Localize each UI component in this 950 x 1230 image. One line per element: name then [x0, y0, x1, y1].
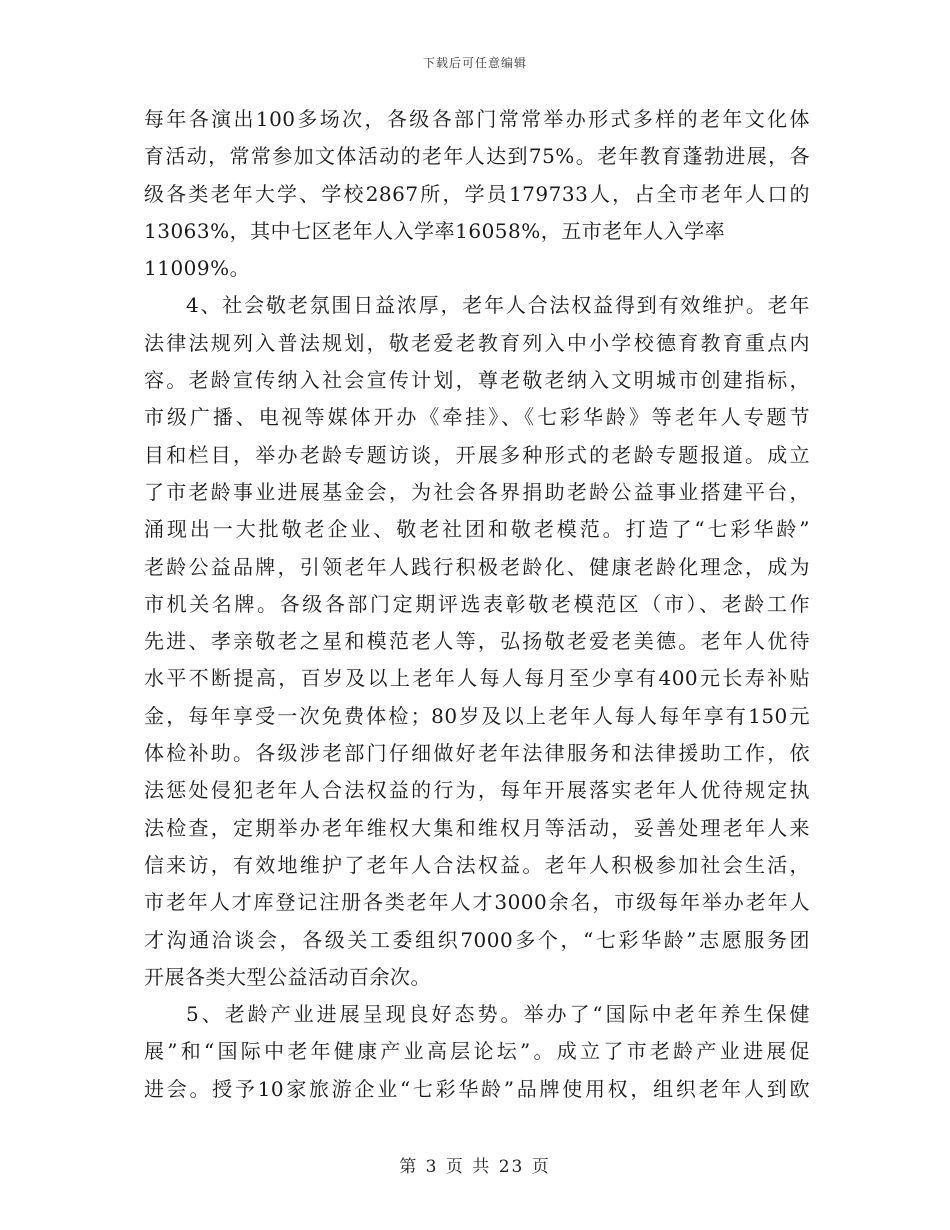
text-line: 法检查，定期举办老年维权大集和维权月等活动，妥善处理老年人来 — [144, 815, 810, 840]
text-line: 级各类老年大学、学校2867所，学员179733人，占全市老年人口的 — [144, 181, 810, 206]
text-line: 13063%，其中七区老年人入学率16058%，五市老年人入学率 — [144, 218, 726, 243]
text-line: 市老年人才库登记注册各类老年人才3000余名，市级每年举办老年人 — [144, 890, 810, 915]
text-line: 体检补助。各级涉老部门仔细做好老年法律服务和法律援助工作，依 — [144, 741, 810, 766]
text-line: 法律法规列入普法规划，敬老爱老教育列入中小学校德育教育重点内 — [144, 330, 810, 355]
page-header: 下载后可任意编辑 — [422, 56, 527, 70]
text-line: 市机关名牌。各级各部门定期评选表彰敬老模范区（市）、老龄工作 — [144, 591, 810, 616]
text-line: 目和栏目，举办老龄专题访谈，开展多种形式的老龄专题报道。成立 — [144, 442, 810, 467]
text-line: 展”和“国际中老年健康产业高层论坛”。成立了市老龄产业进展促 — [144, 1039, 810, 1064]
text-line: 法惩处侵犯老年人合法权益的行为，每年开展落实老年人优待规定执 — [144, 778, 810, 803]
text-line: 11009%。 — [144, 256, 251, 281]
text-line: 金，每年享受一次免费体检；80岁及以上老年人每人每年享有150元 — [144, 703, 810, 728]
text-line: 进会。授予10家旅游企业“七彩华龄”品牌使用权，组织老年人到欧 — [144, 1076, 810, 1101]
text-line: 育活动，常常参加文体活动的老年人达到75%。老年教育蓬勃进展，各 — [144, 144, 810, 169]
text-line: 老龄公益品牌，引领老年人践行积极老龄化、健康老龄化理念，成为 — [144, 554, 810, 579]
text-line: 4、社会敬老氛围日益浓厚，老年人合法权益得到有效维护。老年 — [186, 293, 810, 318]
text-line: 水平不断提高，百岁及以上老年人每人每月至少享有400元长寿补贴 — [144, 666, 810, 691]
text-line: 市级广播、电视等媒体开办《牵挂》、《七彩华龄》等老年人专题节 — [144, 405, 810, 430]
text-line: 涌现出一大批敬老企业、敬老社团和敬老模范。打造了“七彩华龄” — [144, 517, 810, 542]
text-line: 每年各演出100多场次，各级各部门常常举办形式多样的老年文化体 — [144, 107, 810, 131]
page-number-footer: 第 3 页 共 23 页 — [399, 1157, 551, 1177]
text-line: 才沟通洽谈会，各级关工委组织7000多个，“七彩华龄”志愿服务团 — [144, 927, 810, 952]
text-line: 信来访，有效地维护了老年人合法权益。老年人积极参加社会生活， — [144, 852, 810, 877]
text-line: 容。老龄宣传纳入社会宣传计划，尊老敬老纳入文明城市创建指标， — [144, 368, 810, 393]
document-body — [144, 101, 810, 1108]
text-line: 5、老龄产业进展呈现良好态势。举办了“国际中老年养生保健 — [186, 1002, 810, 1027]
text-line: 了市老龄事业进展基金会，为社会各界捐助老龄公益事业搭建平台， — [144, 479, 810, 504]
text-line: 开展各类大型公益活动百余次。 — [144, 964, 431, 989]
text-line: 先进、孝亲敬老之星和模范老人等，弘扬敬老爱老美德。老年人优待 — [144, 629, 810, 654]
